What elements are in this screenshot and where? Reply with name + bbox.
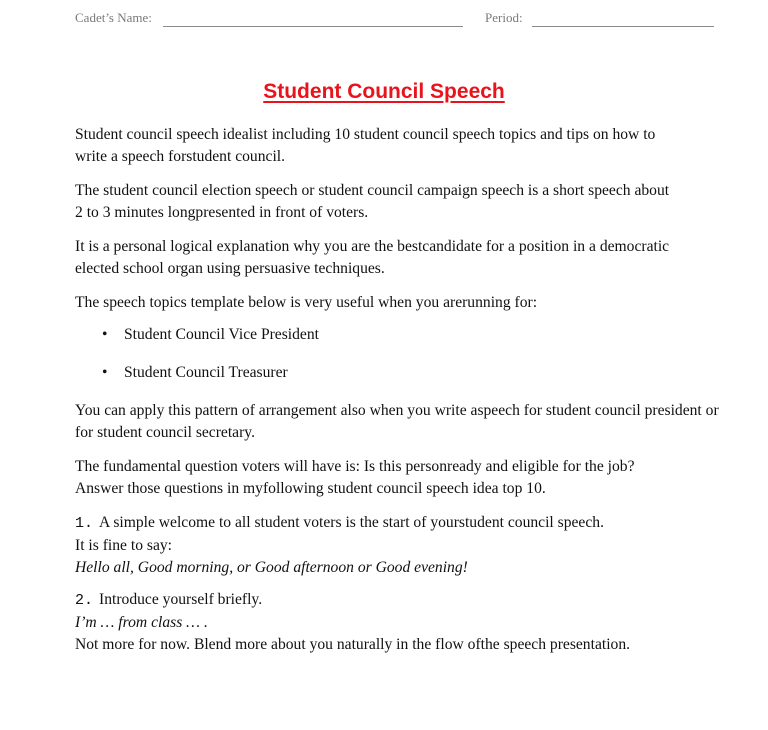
item-text: Introduce yourself briefly. — [99, 591, 263, 608]
period-line — [532, 26, 714, 27]
list-item — [75, 324, 737, 346]
arrangement-paragraph: You can apply this pattern of arrangement also when you write aspeech for student council president or for student council secretary. — [75, 402, 719, 441]
list-item-label: Student Council Vice President — [124, 326, 319, 343]
item-second-line: It is fine to say: — [75, 537, 173, 554]
item-first-line — [75, 589, 737, 612]
numbered-item-2 — [75, 589, 737, 656]
list-item — [75, 362, 737, 384]
item-third-line: Not more for now. Blend more about you naturally in the flow ofthe speech presentation. — [75, 636, 631, 653]
cadet-name-line — [163, 26, 463, 27]
item-text: A simple welcome to all student voters is the start of yourstudent council speech. — [99, 514, 604, 531]
item-example-line: Hello all, Good morning, or Good afternoon or Good evening! — [75, 559, 468, 576]
item-number: 1. — [75, 515, 94, 532]
item-number: 2. — [75, 592, 94, 609]
header-fields — [75, 10, 725, 30]
period-label: Period: — [485, 10, 523, 25]
cadet-name-label: Cadet’s Name: — [75, 10, 152, 25]
bullet-icon: • — [102, 326, 108, 343]
page-title: Student Council Speech — [263, 80, 505, 103]
election-paragraph: The student council election speech or student council campaign speech is a short speech about 2 to 3 minutes longpresented in front of voters. — [75, 182, 670, 221]
numbered-item-1 — [75, 512, 737, 579]
intro-paragraph: Student council speech idealist including 10 student council speech topics and tips on how to write a speech forstudent council. — [75, 126, 656, 165]
explanation-paragraph: It is a personal logical explanation why you are the bestcandidate for a position in a democratic elected school organ using persuasive techniques. — [75, 238, 670, 277]
template-paragraph: The speech topics template below is very useful when you arerunning for: — [75, 294, 538, 311]
bullet-icon: • — [102, 364, 108, 381]
question-paragraph: The fundamental question voters will have is: Is this personready and eligible for the job? Answer those questions in myfollowing student council speech idea top 10. — [75, 458, 635, 497]
item-second-line: I’m … from class … . — [75, 614, 208, 631]
list-item-label: Student Council Treasurer — [124, 364, 288, 381]
document-body — [75, 124, 737, 666]
item-first-line — [75, 512, 737, 535]
position-list — [75, 324, 737, 384]
